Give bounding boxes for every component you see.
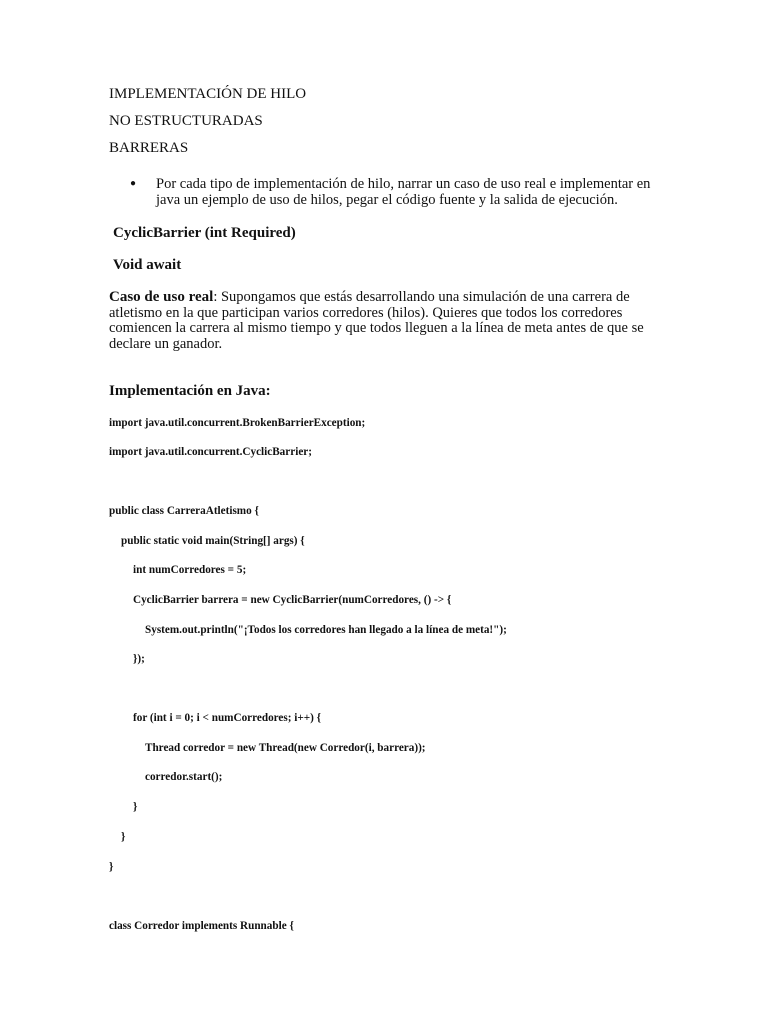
void-await-heading: Void await xyxy=(113,257,182,273)
code-line: int numCorredores = 5; xyxy=(133,564,247,576)
code-line: corredor.start(); xyxy=(145,771,223,783)
code-line: } xyxy=(133,801,138,813)
bullet-dot-icon: ● xyxy=(130,178,137,189)
cyclic-barrier-heading: CyclicBarrier (int Required) xyxy=(113,225,296,241)
bullet-item xyxy=(130,176,670,208)
title-barreras: BARRERAS xyxy=(109,140,189,156)
code-line: CyclicBarrier barrera = new CyclicBarrier(numCorredores, () -> { xyxy=(133,594,452,606)
code-line: public static void main(String[] args) { xyxy=(121,535,305,547)
code-line: import java.util.concurrent.CyclicBarrier; xyxy=(109,446,312,458)
code-line: System.out.println("¡Todos los corredores han llegado a la línea de meta!"); xyxy=(145,624,507,636)
code-line: }); xyxy=(133,653,145,665)
code-line: } xyxy=(109,861,114,873)
title-implementacion: IMPLEMENTACIÓN DE HILO xyxy=(109,86,307,102)
code-line: for (int i = 0; i < numCorredores; i++) { xyxy=(133,712,322,724)
code-line: } xyxy=(121,831,126,843)
code-line: Thread corredor = new Thread(new Corredor(i, barrera)); xyxy=(145,742,426,754)
use-case-text: : Supongamos que estás desarrollando una simulación de una carrera de atletismo en la que participan varios corredores (hilos). Quieres que todos los corredores comiencen la carrera al mismo tiempo y que todos lleguen a la línea de meta antes de que se declare un ganador. xyxy=(109,289,644,352)
code-line: class Corredor implements Runnable { xyxy=(109,920,294,932)
bullet-text: Por cada tipo de implementación de hilo, narrar un caso de uso real e implementar en java un ejemplo de uso de hilos, pegar el código fuente y la salida de ejecución. xyxy=(156,176,651,208)
code-line: public class CarreraAtletismo { xyxy=(109,505,259,517)
code-line: import java.util.concurrent.BrokenBarrierException; xyxy=(109,417,366,429)
title-no-estructuradas: NO ESTRUCTURADAS xyxy=(109,113,263,129)
use-case-label: Caso de uso real xyxy=(109,289,214,305)
use-case-paragraph xyxy=(109,290,649,352)
implementation-heading: Implementación en Java: xyxy=(109,383,271,399)
